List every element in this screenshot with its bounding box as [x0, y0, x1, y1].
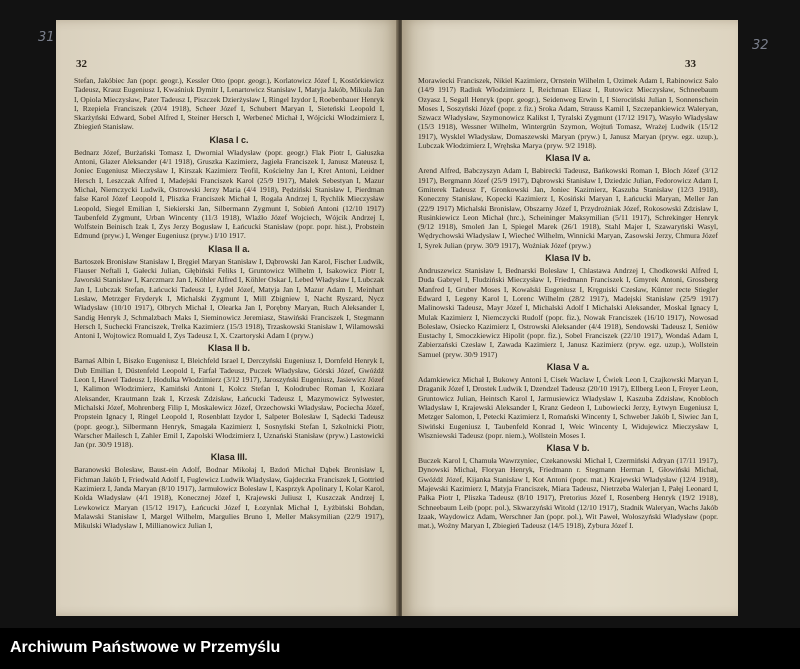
- section-heading: Klasa V a.: [546, 362, 590, 373]
- left-page-content: [74, 76, 384, 532]
- page-number-right: 33: [685, 58, 696, 70]
- left-page: [56, 20, 398, 616]
- student-list: Baranowski Bolesław, Baust-ein Adolf, Bodnar Mikołaj I, Bzdoń Michał Dąbek Bronisław I, Fichman Jakób I, Friedwald Adolf I, Fuglewicz Ludwik Władysław, Gajdeczka Franciszek I, Gottried Kazimierz I, Janda Maryan (8/10 1917), Jarmułowicz Bolesław I, Kasprzyk Apolinary I, Kolar Karol, Kołda Władysław (4/1 1918), Konecznej Józef I, Krajewski Juliusz I, Kuszczak Andrzej I, Lewkowicz Maryan (15/12 1917), Łańcucki Józef I, Łozynlak Michał I, Łyżbiński Bohdan, Malawski Stanisław I, Margel Wilhelm, Margulies Bruno I, Meller Maksymilian (22/9 1917), Mikulski Władysław I, Millianowicz Julian I,: [74, 465, 384, 531]
- student-list: Barnaś Albin I, Biszko Eugeniusz I, Bleichfeld Israel I, Derczyński Eugeniusz I, Dornfeld Henryk I, Dub Emilian I, Düstenfeld Leopold I, Farfał Tadeusz, Puczek Władysław, Górski Józef, Gwóźdź Leon I, Hawel Tadeusz I, Hodulka Włodzimierz (3/12 1917), Jaroszyński Eugeniusz, Jasiewicz Józef I, Kalimon Włodzimierz, Kamiński Antoni I, Kołcz Stefan I, Kołodrubec Roman I, Koziara Aleksander, Krautmann Izak I, Krzesk Zdzisław, Łańcucki Tadeusz I, Mazymowicz Sylwester, Michalski Józef, Mohrenberg Filip I, Moskalewicz Józef, Orzechowski Władysław, Pociecha Józef, Propstein Ignacy I, Ringel Leopold I, Rosenblatt Izydor I, Salpeter Bolesław I, Sądecki Tadeusz (popr. geogr.), Silbermann Henryk, Smagała Kazimierz I, Sosnyński Stefan I, Szkolnicki Piotr, Warscher Mailesch I, Zahler Emil I, Zapolski Włodzimierz I, Uznański Stanisław (pryw.) Lastowicki Jan (pr. 30/9 1918).: [74, 356, 384, 450]
- section-heading: Klasa II a.: [208, 243, 250, 254]
- pencil-mark-right: 32: [752, 38, 769, 53]
- archive-footer-bar: [0, 628, 800, 669]
- student-list: Andruszewicz Stanisław I, Bednarski Bolesław I, Chlastawa Andrzej I, Chodkowski Alfred I, Duda Gabryel I, Fludziński Mieczysław I, Friedmann Franciszek I, Gmyrek Antoni, Grossberg Manfred I, Gruber Moses I, Kowalski Eugeniusz I, Kręguiski Czesław, Künter recte Stiegler Edward I, Legeny Karol I, Lorenc Wilhelm (28/2 1917), Madejski Stanisław (25/9 1917) Malinowski Tadeusz, Mayr Józef I, Michalski Adolf I Michalski Aleksander, Moskal Ignacy I, Mulak Kazimierz I, Niemczycki Rudolf (popr. fiz.), Nowak Franciszek (16/10 1917), Nowosad Bolesław, Osiecko Kazimierz I, Ostrowski Aleksander (4/4 1918), Sendowski Tadeusz I, Seniów Eustachy I, Smoczkiewicz Hipolit (popr. fiz.), Sobel Franciszek (22/10 1917), Wondaś Adam I, Zabierzański Czesław I, Zawada Kazimierz I, Janusz Kazimierz (pryw. egz. uzup.), Wollstein Samuel (pryw. 30/9 1917): [418, 266, 718, 359]
- section-heading: Klasa III.: [210, 452, 248, 463]
- section-heading: Klasa IV b.: [545, 253, 591, 264]
- section-heading: Klasa IV a.: [545, 153, 591, 164]
- section-heading: Klasa II b.: [207, 343, 251, 354]
- right-page: [402, 20, 738, 616]
- student-list: Buczek Karol I, Chamuła Wawrzyniec, Czekanowski Michał I, Czermiński Adryan (17/11 1917), Dynowski Michał, Floryan Henryk, Friedmann r. Stegmann Herman I, Głowiński Michał, Gwóźdź Józef, Kijanka Stanisław I, Kot Antoni (popr. mat.) Krajewski Władysław (12/4 1918), Majewski Kazimierz I, Matyja Franciszek, Miara Tadeusz, Nietrzeba Walerjan I, Pałęj Leonard I, Pałka Piotr I, Pliszka Tadeusz (8/10 1917), Pretorius Józef I, Rosenberg Henryk (19/2 1918), Schneebaum Leib (popr. pol.), Skwarzyński Witold (12/10 1917), Stadnik Waleryan, Wachs Jakób Izaak, Waydowicz Adam, Werschner Jan (popr. pol.), Wit Paweł, Wołoszyński Władysław (popr. mat.), Woźny Maryan I, Zbiegień Tadeusz (14/5 1918), Zybura Józef I.: [418, 456, 718, 531]
- page-number-left: 32: [76, 58, 87, 70]
- pencil-mark-left: 31: [38, 30, 55, 45]
- archive-name: Archiwum Państwowe w Przemyślu: [10, 639, 281, 656]
- section-heading: Klasa V b.: [546, 443, 590, 454]
- student-list: Morawiecki Franciszek, Nikiel Kazimierz, Ornstein Wilhelm I, Ozimek Adam I, Rabinowicz Salo (14/9 1917) Radiuk Włodzimierz I, Reichman Eliasz I, Rutowicz Mieczysław, Schneebaum Ozyasz I, Segall Henryk (popr. geogr.), Seidenweg Erwin I, I Sierociński Julian I, Sonnenschein Moses I, Soszyński Józef (popr. z fiz.) Sroka Adam, Strauss Kamil I, Szczepankiewicz Waleryan, Szwacz Władysław, Szymonowicz Kalikst I, Tyralski Zygmunt (17/12 1917), Wasyło Władysław (15/3 1918), Wessner Wilhelm, Wintergrün Szymon, Wojtuń Tomasz, Wrażej Ludwik (15/12 1917), Wysklel Władysław, Domaszewski Maryan (pryw.) I, Janusz Maryan (pryw. egz. uzup.), Lubczak Włodzimierz I, Wręhska Marya (pryw. 9/2 1918).: [418, 76, 718, 151]
- section-heading: Klasa I c.: [209, 134, 249, 145]
- student-list: Stefan, Jakóbiec Jan (popr. geogr.), Kessler Otto (popr. geogr.), Korlatowicz Józef I, Kostörkiewicz Tadeusz, Krauz Eugeniusz I, Kwaśniuk Dymitr I, Lenartowicz Stanisław I, Matyja Jakób, Mikuła Jan I, Opiola Mieczysław, Pater Tadeusz I, Piszczek Dzierżysław I, Ringel Izydor I, Roebenbauer Henryk I, Rzepiela Franciszek (20/4 1918), Scheer Józef I, Schubert Maryan I, Sieteński Leopold I, Skarżyński Edward, Sobel Alfred I, Steiner Hersch I, Werbeneć Michał I, Wójcicki Włodzimierz I, Zbiegień Stanisław.: [74, 76, 384, 132]
- student-list: Adamkiewicz Michał I, Bukowy Antoni I, Cisek Wacław I, Ćwiek Leon I, Czajkowski Maryan I, Draganik Józef I, Drostek Ludwik I, Dzendzel Tadeusz (20/10 1917), Ellberg Leon I, Freyer Leon, Gruntowicz Julian, Heintsch Karol I, Jarmusiewicz Władysław I, Kaszuba Zdzisław, Knobloch Władysław I, Krajewski Aleksander I, Kranz Gedeon I, Lubowiecki Jerzy, Łytwyn Eugeniusz I, Metzger Salomon, I, Petecki Kazimierz I, Romański Wincenty I, Schweber Jakób I, Siwiec Jan I, Siwiński Eugeniusz I, Taubenfeld Konrad I, Weic Wincenty I, Widujewicz Mieczysław I, Wiszniewski Tadeusz (popr. niem.), Wollstein Moses I.: [418, 375, 718, 440]
- student-list: Bednarz Józef, Burżański Tomasz I, Dwornial Władysław (popr. geogr.) Flak Piotr I, Gałuszka Antoni, Glazer Aleksander (4/1 1918), Gruszka Kazimierz, Jagieła Franciszek I, Janusz Mateusz I, Joniec Eugeniusz Mieczysław I, Kirszak Kazimierz Teofil, Kościelny Jan I, Kret Antoni, Leidner Hersch I, Leszczak Alfred I, Madejski Franciszek Karol (25/9 1917), Małek Sebestyan I, Mazur Michał, Niemczycki Ludwik, Ostrowski Jerzy Maria (4/4 1918), Pędziński Stanisław I, Pierdman false Karol Józef Leopold I, Pliszka Franciszek Michał I, Rogala Andrzej I, Rychlik Mieczysław Leopold, Siegel Emilian I, Siekierski Jan, Silbermann Zygmunt I, Sobień Antoni (12/10 1917) Taubenfeld Zygmunt, Urban Wincenty (11/3 1918), Wlaźło Józef Wojciech, Wójcik Andrzej I, Wolfstein Beinisch Izak I, Zys Jerzy Bogusław I, Łańcucki Stanisław (popr. popr. hist.), Probstein Edmund (pryw.) I, Wenger Eugeniusz (pryw.) I/10 1917.: [74, 147, 384, 241]
- student-list: Arend Alfred, Babczyszyn Adam I, Babirecki Tadeusz, Bańkowski Roman I, Bloch Józef (3/12 1917), Bergmann Józef (25/9 1917), Dąbrowski Stanisław I, Dziedzic Julian, Fedorowicz Adam I, Gmiterek Tadeusz I', Gronkowski Jan, Joniec Kazimierz, Kaszuba Stanisław (12/3 1918), Koneczny Stanisław, Kopecki Kazimierz I, Kosiński Maryan I, Łańcucki Maryan, Meller Jan (22/9 1917) Michalski Bronisław, Obszarny Józef I, Przydrożniak Józef, Rokosowski Zdzisław I, Rusinkiewicz Leon Michał (hrc.), Scheininger Maksymilian (5/11 1917), Schrekinger Henryk (9/12 1918), Smoleń Jan I, Spiegel Marek (26/1 1918), Stahl Majer I, Szawaryński Wasyl, Wędrychowski Władysław I, Wiecheć Wilhelm, Winnicki Maryan, Zasowski Jerzy, Chmura Józef I, Syrek Julian (pryw. 30/9 1917), Woźniak Józef (pryw.): [418, 166, 718, 250]
- right-page-content: [418, 76, 718, 532]
- student-list: Bartoszek Bronisław Stanisław I, Bręgiel Maryan Stanisław I, Dąbrowski Jan Karol, Fischer Ludwik, Flauser Neftali I, Gałecki Julian, Głębiński Feliks I, Gruntowicz Wilhelm I, Isakowicz Piotr I, Jaworski Stanisław I, Karczmarz Jan I, Köhler Alfred I, Köhler Oskar I, Lebed Władysław I, Lubczak Jan I, Lubczak Stefan, Łańcucki Tadeusz I, Łydel Józef, Matyja Jan I, Mazur Adam I, Meinhart Lesław, Metrzger Fryderyk I, Michalski Zygmunt I, Mill Zbigniew I, Nacht Ryszard, Nycz Władysław (10/10 1917), Olbrych Michał I, Olearka Jan I, Porębny Maryan, Ruch Aleksander I, Sandig Henryk J, Schmalzbach Maks I, Sieminowicz Jeremiasz, Stawiński Franciszek I, Stegmann Hersch I, Suchecki Franciszek, Trelka Kazimierz (15/3 1918), Trzaskowski Stanisław I, Wilamowski Antoni I, Wojtowicz Romuald I, Zys Tadeusz I, X. Czartoryski Adam I (pryw.): [74, 256, 384, 341]
